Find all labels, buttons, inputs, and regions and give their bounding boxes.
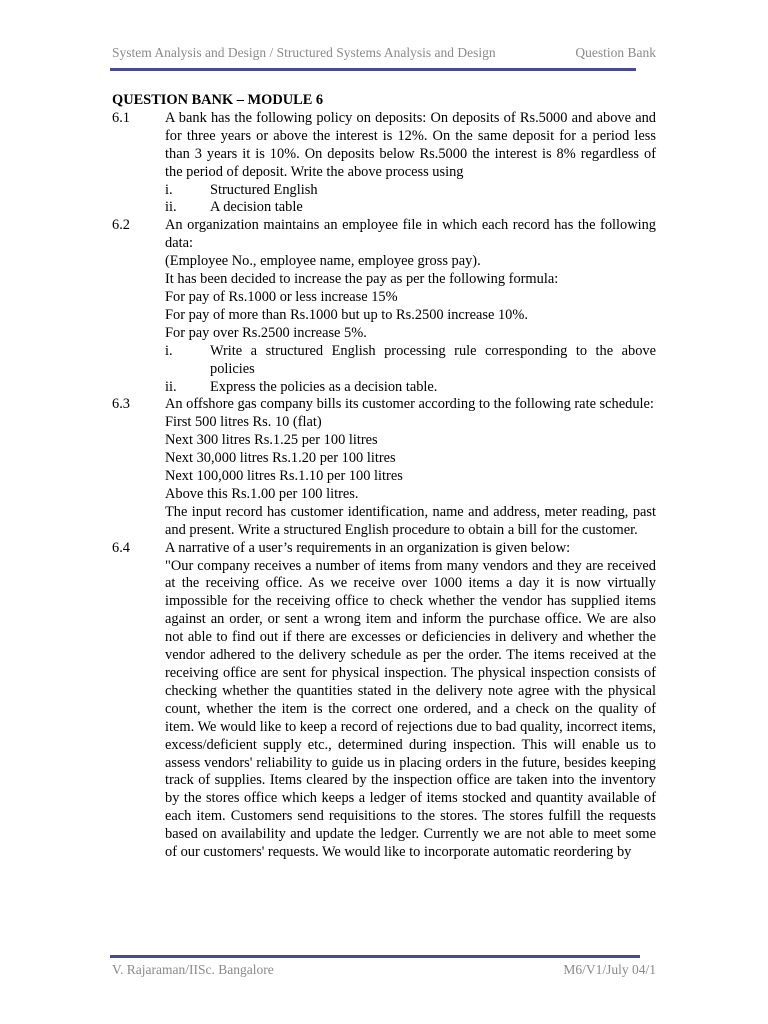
rate-line: First 500 litres Rs. 10 (flat) bbox=[165, 414, 322, 431]
sub-item bbox=[165, 199, 656, 217]
sub-item-number: ii. bbox=[165, 199, 177, 216]
footer-author: V. Rajaraman/IISc. Bangalore bbox=[112, 962, 274, 977]
footer-rule bbox=[110, 955, 640, 958]
page-footer bbox=[112, 962, 656, 978]
page-header bbox=[112, 45, 656, 61]
rate-line: Above this Rs.1.00 per 100 litres. bbox=[165, 485, 359, 502]
question-6-2 bbox=[112, 217, 656, 396]
sub-item-number: ii. bbox=[165, 378, 177, 395]
header-rule bbox=[110, 68, 636, 71]
sub-item-text: Structured English bbox=[210, 181, 318, 198]
question-number: 6.2 bbox=[112, 217, 130, 234]
question-line: For pay over Rs.2500 increase 5%. bbox=[165, 324, 367, 341]
sub-item-text: Express the policies as a decision table. bbox=[210, 378, 438, 395]
sub-item-number: i. bbox=[165, 342, 173, 359]
rate-line: Next 300 litres Rs.1.25 per 100 litres bbox=[165, 432, 378, 449]
question-6-4 bbox=[112, 540, 656, 862]
question-line: For pay of more than Rs.1000 but up to Rs.2500 increase 10%. bbox=[165, 306, 528, 323]
question-intro: A narrative of a user’s requirements in an organization is given below: bbox=[165, 539, 571, 556]
question-line: (Employee No., employee name, employee gross pay). bbox=[165, 253, 481, 270]
question-6-3 bbox=[112, 396, 656, 539]
footer-page-id: M6/V1/July 04/1 bbox=[563, 962, 656, 977]
sub-item-text: Write a structured English processing rule corresponding to the above policies bbox=[210, 342, 656, 377]
question-line: For pay of Rs.1000 or less increase 15% bbox=[165, 288, 398, 305]
sub-item bbox=[165, 182, 656, 200]
sub-item-text: A decision table bbox=[210, 199, 303, 216]
question-narrative: "Our company receives a number of items from many vendors and they are received at the receiving office. As we receive over 1000 items a day it is now virtually impossible for the receiving office to check whether the vendor has supplied items against an order, or sent a wrong item and inform the purchase office. We are also not able to find out if there are excesses or deficiencies in delivery and whether the vendor adhered to the delivery schedule as per the order. The items received at the receiving office are sent for physical inspection. The physical inspection consists of checking whether the quantities stated in the delivery note agree with the physical count, whether the item is the correct one ordered, and a check on the quality of item. We would like to keep a record of rejections due to bad quality, incorrect items, excess/deficient supply etc., determined during inspection. This will enable us to assess vendors' reliability to guide us in placing orders in the future, besides keeping track of supplies. Items cleared by the inspection office are taken into the inventory by the stores office which keeps a ledger of items stocked and quantity available of each item. Customers send requisitions to the stores. The stores fulfill the requests based on availability and update the ledger. Currently we are not able to meet some of our customers' requests. We would like to incorporate automatic reordering by bbox=[165, 557, 656, 861]
question-text: A bank has the following policy on deposits: On deposits of Rs.5000 and above and for three years or above the interest is 12%. On the same deposit for a period less than 3 years it is 10%. On deposits below Rs.5000 the interest is 8% regardless of the period of deposit. Write the above process using bbox=[165, 109, 656, 180]
sub-item bbox=[165, 379, 656, 397]
header-course-title: System Analysis and Design / Structured Systems Analysis and Design bbox=[112, 45, 496, 60]
question-number: 6.1 bbox=[112, 109, 130, 126]
question-outro: The input record has customer identification, name and address, meter reading, past and present. Write a structured English procedure to obtain a bill for the customer. bbox=[165, 503, 656, 538]
question-intro: An offshore gas company bills its customer according to the following rate schedule: bbox=[165, 396, 654, 413]
rate-line: Next 30,000 litres Rs.1.20 per 100 litres bbox=[165, 450, 396, 467]
module-title: QUESTION BANK – MODULE 6 bbox=[112, 92, 324, 108]
header-doc-type: Question Bank bbox=[575, 45, 656, 60]
question-line: It has been decided to increase the pay as per the following formula: bbox=[165, 271, 559, 288]
question-6-1 bbox=[112, 110, 656, 217]
question-number: 6.4 bbox=[112, 539, 130, 556]
document-body bbox=[112, 92, 656, 862]
question-intro: An organization maintains an employee file in which each record has the following data: bbox=[165, 217, 656, 252]
question-number: 6.3 bbox=[112, 396, 130, 413]
sub-item bbox=[165, 343, 656, 379]
rate-line: Next 100,000 litres Rs.1.10 per 100 litres bbox=[165, 468, 403, 485]
sub-item-number: i. bbox=[165, 181, 173, 198]
